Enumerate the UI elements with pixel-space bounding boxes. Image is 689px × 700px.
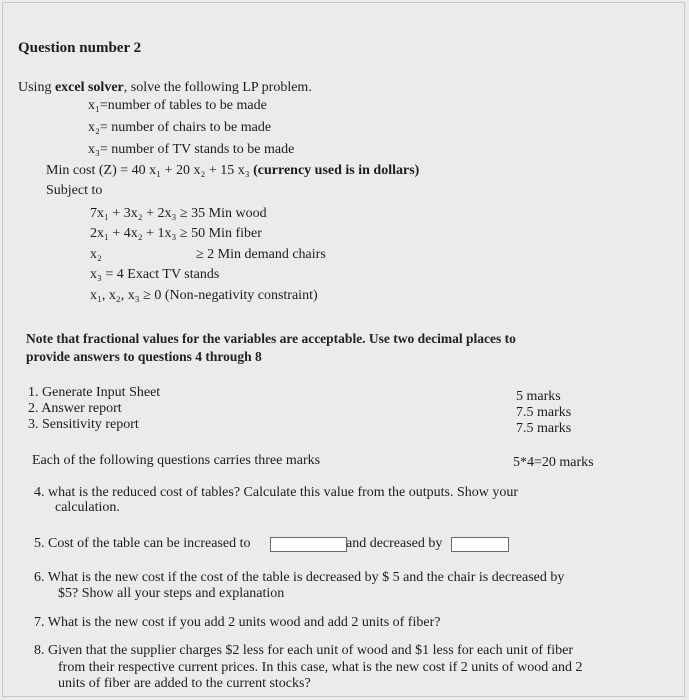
question-4-line-2: calculation. bbox=[55, 500, 120, 515]
question-6-line-1: 6. What is the new cost if the cost of the table is decreased by $ 5 and the chair is decreased by bbox=[34, 570, 565, 585]
task-3-marks: 7.5 marks bbox=[516, 421, 572, 436]
definition-x3: x₃= number of TV stands to be made bbox=[88, 142, 295, 157]
constraint-chairs-variable: x₂ bbox=[90, 247, 102, 262]
question-title: Question number 2 bbox=[18, 40, 142, 56]
question-4-line-1: 4. what is the reduced cost of tables? Calculate this value from the outputs. Show your bbox=[34, 485, 519, 500]
task-2-label: 2. Answer report bbox=[28, 401, 122, 416]
intro-rest: , solve the following LP problem. bbox=[123, 80, 312, 95]
question-7: 7. What is the new cost if you add 2 units wood and add 2 units of fiber? bbox=[34, 615, 441, 630]
question-5-part-1: 5. Cost of the table can be increased to bbox=[34, 536, 251, 551]
question-8-line-2: from their respective current prices. In this case, what is the new cost if 2 units of wood and 2 bbox=[58, 660, 583, 675]
subject-to-label: Subject to bbox=[46, 183, 103, 198]
each-question-label: Each of the following questions carries three marks bbox=[32, 453, 321, 468]
definition-x1: x₁=number of tables to be made bbox=[88, 98, 267, 113]
task-1-marks: 5 marks bbox=[516, 389, 561, 404]
definition-x2: x₂= number of chairs to be made bbox=[88, 120, 272, 135]
each-question-marks: 5*4=20 marks bbox=[513, 455, 594, 470]
task-2-marks: 7.5 marks bbox=[516, 405, 572, 420]
note-line-1: Note that fractional values for the variables are acceptable. Use two decimal places to bbox=[26, 331, 516, 346]
intro-bold: excel solver bbox=[54, 80, 124, 95]
objective-function bbox=[46, 163, 419, 179]
answer-input-decrease[interactable] bbox=[451, 537, 509, 552]
constraint-non-negativity: x₁, x₂, x₃ ≥ 0 (Non-negativity constraint) bbox=[90, 288, 318, 303]
note-line-2: provide answers to questions 4 through 8 bbox=[26, 349, 262, 364]
constraint-tv-stands: x₃ = 4 Exact TV stands bbox=[90, 267, 220, 282]
objective-lead: Min cost (Z) = 40 x₁ + 20 x₂ + 15 x₃ bbox=[46, 163, 254, 178]
question-8-line-1: 8. Given that the supplier charges $2 less for each unit of wood and $1 less for each unit of fiber bbox=[34, 643, 573, 658]
question-6-line-2: $5? Show all your steps and explanation bbox=[58, 586, 285, 601]
intro-lead: Using bbox=[18, 80, 55, 95]
intro-line bbox=[18, 80, 312, 96]
constraint-fiber: 2x₁ + 4x₂ + 1x₃ ≥ 50 Min fiber bbox=[90, 226, 262, 241]
task-1-label: 1. Generate Input Sheet bbox=[28, 385, 161, 400]
constraint-wood: 7x₁ + 3x₂ + 2x₃ ≥ 35 Min wood bbox=[90, 206, 267, 221]
answer-input-increase[interactable] bbox=[270, 537, 347, 552]
constraint-chairs: ≥ 2 Min demand chairs bbox=[196, 247, 326, 262]
objective-note: (currency used is in dollars) bbox=[253, 163, 420, 178]
task-3-label: 3. Sensitivity report bbox=[28, 417, 139, 432]
question-5-part-2: and decreased by bbox=[346, 536, 443, 551]
question-8-line-3: units of fiber are added to the current stocks? bbox=[58, 676, 311, 691]
